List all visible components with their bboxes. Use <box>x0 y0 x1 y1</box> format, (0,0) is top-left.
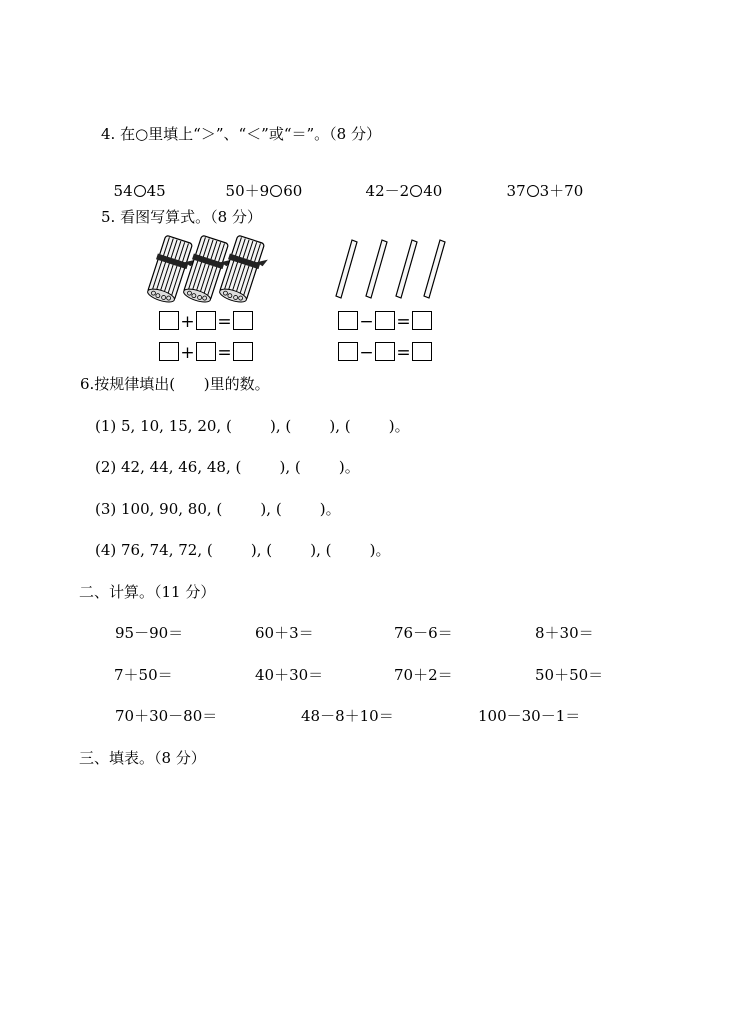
answer-box[interactable] <box>233 342 253 361</box>
calc-item[interactable]: 8＋30＝ <box>535 624 594 642</box>
answer-box[interactable] <box>412 342 432 361</box>
calc-item[interactable]: 7＋50＝ <box>114 666 173 684</box>
q4-item-3 <box>356 169 442 199</box>
part2-title: 二、计算。（11 分） <box>79 583 216 601</box>
calc-item[interactable]: 70＋2＝ <box>394 666 453 684</box>
q4-item-3-left: 42－2 <box>365 182 410 200</box>
q6-item-4[interactable]: (4) 76, 74, 72, ( ), ( ), ( )。 <box>95 541 391 559</box>
answer-box[interactable] <box>338 311 358 330</box>
q6-title: 6.按规律填出( )里的数。 <box>80 375 270 393</box>
q4-item-2-left: 50＋9 <box>225 182 270 200</box>
single-sticks-image <box>332 238 452 300</box>
q4-item-4-right: 3＋70 <box>539 182 584 200</box>
answer-box[interactable] <box>375 342 395 361</box>
q6-item-1[interactable]: (1) 5, 10, 15, 20, ( ), ( ), ( )。 <box>95 417 410 435</box>
equals-sign: = <box>396 343 411 363</box>
calc-item[interactable]: 48－8＋10＝ <box>301 707 394 725</box>
q4-item-1-left: 54 <box>113 182 133 200</box>
q4-title: 4. 在○里填上“＞”、“＜”或“＝”。（8 分） <box>101 125 381 143</box>
answer-box[interactable] <box>412 311 432 330</box>
equals-sign: = <box>217 312 232 332</box>
minus-sign: − <box>359 312 374 332</box>
answer-box[interactable] <box>196 311 216 330</box>
minus-sign: − <box>359 343 374 363</box>
q4-item-1-right: 45 <box>146 182 166 200</box>
answer-box[interactable] <box>159 342 179 361</box>
stick-bundles-image <box>150 236 280 302</box>
q5-right-equation-2 <box>338 342 432 362</box>
calc-item[interactable]: 50＋50＝ <box>535 666 604 684</box>
compare-circle[interactable] <box>134 185 146 197</box>
q4-item-4 <box>497 169 583 199</box>
calc-item[interactable]: 100－30－1＝ <box>478 707 581 725</box>
compare-circle[interactable] <box>270 185 282 197</box>
calc-item[interactable]: 95－90＝ <box>115 624 184 642</box>
plus-sign: + <box>180 312 195 332</box>
q6-item-2[interactable]: (2) 42, 44, 46, 48, ( ), ( )。 <box>95 458 360 476</box>
q4-item-3-right: 40 <box>423 182 443 200</box>
compare-circle[interactable] <box>410 185 422 197</box>
q4-item-2 <box>216 169 302 199</box>
equals-sign: = <box>396 312 411 332</box>
q4-item-2-right: 60 <box>283 182 303 200</box>
plus-sign: + <box>180 343 195 363</box>
calc-item[interactable]: 60＋3＝ <box>255 624 314 642</box>
answer-box[interactable] <box>196 342 216 361</box>
q4-item-1 <box>104 169 166 199</box>
answer-box[interactable] <box>233 311 253 330</box>
calc-item[interactable]: 76－6＝ <box>394 624 453 642</box>
q4-item-4-left: 37 <box>506 182 526 200</box>
q6-item-3[interactable]: (3) 100, 90, 80, ( ), ( )。 <box>95 500 341 518</box>
equals-sign: = <box>217 343 232 363</box>
q5-left-equation-2 <box>159 342 253 362</box>
answer-box[interactable] <box>338 342 358 361</box>
part3-title: 三、填表。（8 分） <box>79 749 206 767</box>
calc-item[interactable]: 40＋30＝ <box>255 666 324 684</box>
q5-title: 5. 看图写算式。（8 分） <box>101 208 262 226</box>
answer-box[interactable] <box>375 311 395 330</box>
calc-item[interactable]: 70＋30－80＝ <box>115 707 218 725</box>
answer-box[interactable] <box>159 311 179 330</box>
q5-right-equation-1 <box>338 311 432 331</box>
q5-left-equation-1 <box>159 311 253 331</box>
compare-circle[interactable] <box>527 185 539 197</box>
